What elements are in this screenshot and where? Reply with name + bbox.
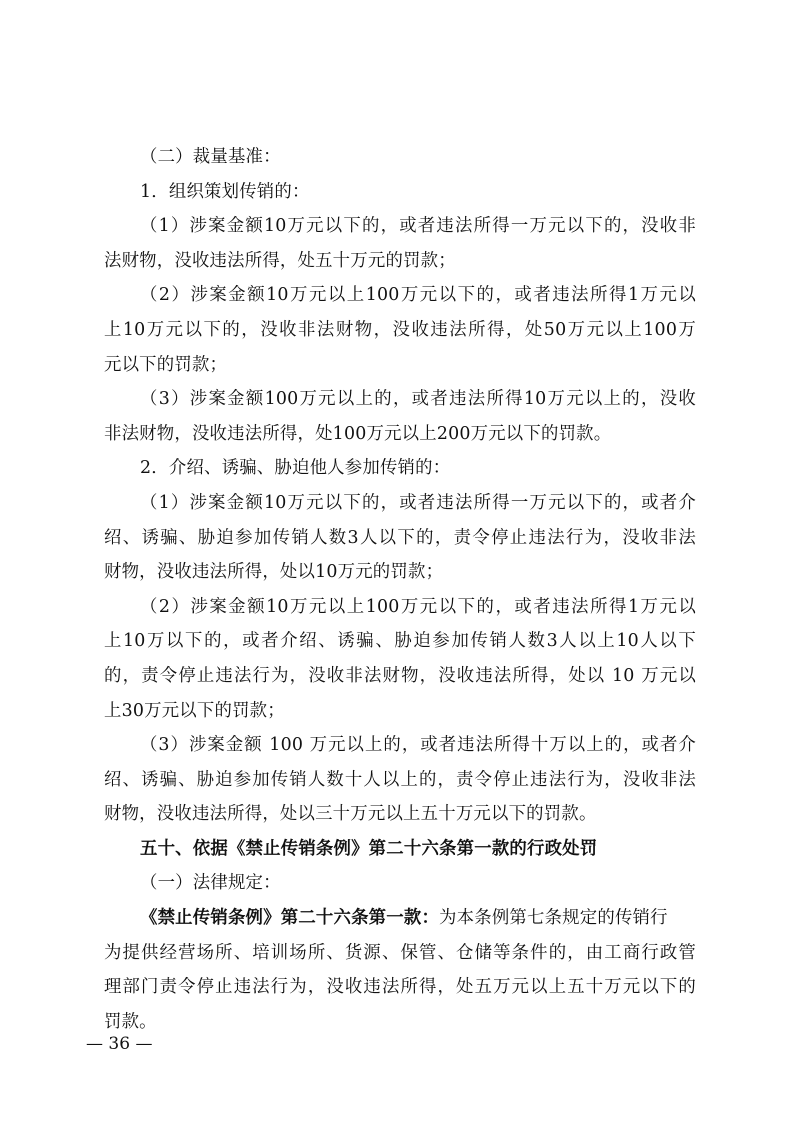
- text-line: （2）涉案金额10万元以上100万元以下的，或者违法所得1万元以: [140, 596, 696, 617]
- text-line: （2）涉案金额10万元以上100万元以下的，或者违法所得1万元以: [140, 285, 696, 306]
- text-line: （3）涉案金额 100 万元以上的，或者违法所得十万以上的，或者介: [140, 735, 696, 756]
- text-line: 绍、诱骗、胁迫参加传销人数十人以上的，责令停止违法行为，没收非法: [104, 769, 696, 790]
- text-line: 理部门责令停止违法行为，没收违法所得，处五万元以上五十万元以下的: [104, 977, 696, 998]
- text-line: （3）涉案金额100万元以上的，或者违法所得10万元以上的，没收: [140, 389, 696, 410]
- text-line: 罚款。: [104, 1011, 157, 1032]
- text-line: （1）涉案金额10万元以下的，或者违法所得一万元以下的，没收非: [140, 216, 696, 237]
- text-line: 财物，没收违法所得，处以三十万元以上五十万元以下的罚款。: [104, 804, 597, 825]
- page-number: — 36 —: [86, 1034, 153, 1054]
- text-line: 元以下的罚款；: [104, 354, 228, 375]
- text-line: 上30万元以下的罚款；: [104, 700, 285, 721]
- text-line: 的，责令停止违法行为，没收非法财物，没收违法所得，处以 10 万元以: [104, 665, 696, 686]
- text-line: 上10万以下的，或者介绍、诱骗、胁迫参加传销人数3人以上10人以下: [104, 631, 696, 652]
- document-body: [104, 140, 696, 1039]
- item-heading: 2．介绍、诱骗、胁迫他人参加传销的：: [140, 458, 451, 479]
- text-line: 法财物，没收违法所得，处五十万元的罚款；: [104, 250, 456, 271]
- law-citation-line: [104, 901, 696, 936]
- text-line: 绍、诱骗、胁迫参加传销人数3人以下的，责令停止违法行为，没收非法: [104, 527, 696, 548]
- text-line: 上10万元以下的，没收非法财物，没收违法所得，处50万元以上100万: [104, 319, 696, 340]
- section-heading: 五十、依据《禁止传销条例》第二十六条第一款的行政处罚: [140, 838, 598, 859]
- text-line: 非法财物，没收违法所得，处100万元以上200万元以下的罚款。: [104, 423, 612, 444]
- text-line: 为提供经营场所、培训场所、货源、保管、仓储等条件的，由工商行政管: [104, 942, 696, 963]
- subsection-heading: （二）裁量基准：: [140, 147, 281, 167]
- subsection-heading: （一）法律规定：: [140, 873, 281, 894]
- item-heading: 1．组织策划传销的：: [140, 181, 310, 202]
- law-citation-bold: 《禁止传销条例》第二十六条第一款：: [140, 908, 440, 929]
- text-line: 财物，没收违法所得，处以10万元的罚款；: [104, 562, 444, 583]
- law-text: 为本条例第七条规定的传销行: [439, 908, 668, 929]
- text-line: （1）涉案金额10万元以下的，或者违法所得一万元以下的，或者介: [140, 492, 696, 513]
